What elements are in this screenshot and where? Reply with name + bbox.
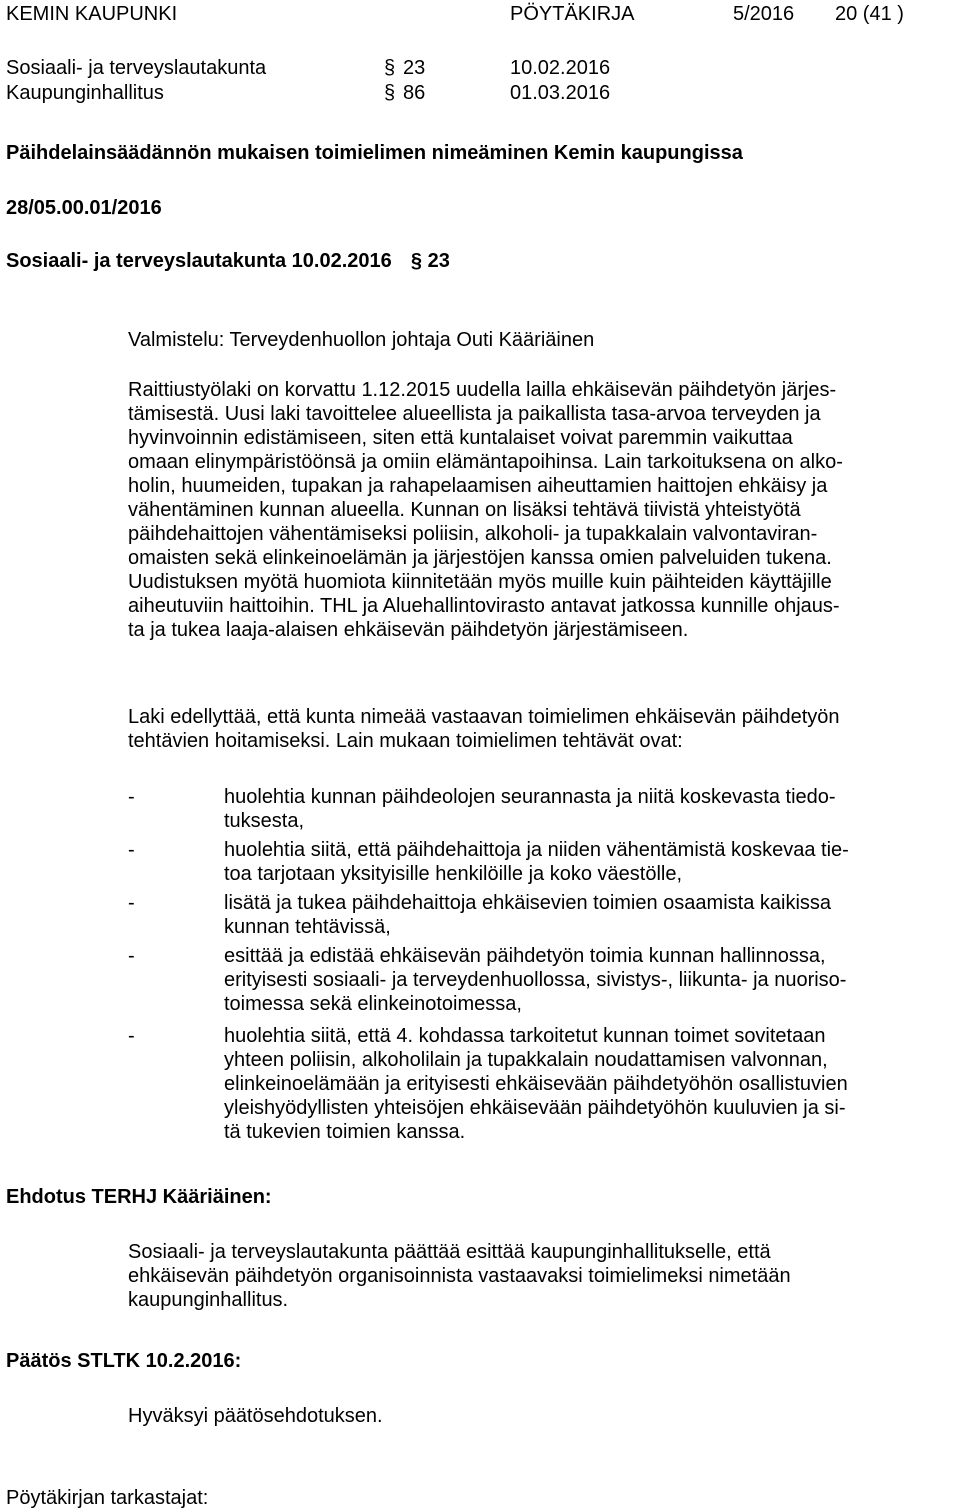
paragraph-line: vähentäminen kunnan alueella. Kunnan on lisäksi tehtävä tiivistä yhteistyötä — [128, 499, 801, 521]
paragraph-line: omaisten sekä elinkeinoelämän ja järjestöjen kanssa omien palveluiden tukena. — [128, 547, 832, 569]
list-item-line: huolehtia siitä, että päihdehaittoja ja niiden vähentämistä koskevaa tie- — [224, 839, 849, 861]
paragraph-background — [128, 378, 954, 642]
list-item-line: huolehtia kunnan päihdeolojen seurannasta ja niitä koskevasta tiedo- — [224, 786, 836, 808]
stltk-section-number: 23 — [427, 250, 450, 272]
paragraph-line: tehtävien hoitamiseksi. Lain mukaan toimielimen tehtävät ovat: — [128, 730, 683, 752]
list-item-line: tä tukevien toimien kanssa. — [224, 1121, 466, 1143]
section-number-2: 86 — [403, 82, 426, 104]
list-bullet: - — [128, 786, 135, 808]
list-bullet: - — [128, 945, 135, 967]
paragraph-line: Uudistuksen myötä huomiota kiinnitetään myös muille kuin päihteiden käyttäjille — [128, 571, 832, 593]
paragraph-line: tämisestä. Uusi laki tavoittelee alueellista ja paikallista tasa-arvoa terveyden ja — [128, 403, 821, 425]
paragraph-line: kaupunginhallitus. — [128, 1289, 289, 1311]
proposal-heading: Ehdotus TERHJ Kääriäinen: — [6, 1186, 272, 1208]
paragraph-line: ta ja tukea laaja-alaisen ehkäisevän päihdetyön järjestämiseen. — [128, 619, 689, 641]
list-bullet: - — [128, 892, 135, 914]
decision-text: Hyväksyi päätösehdotuksen. — [128, 1405, 383, 1427]
list-item-line: yhteen poliisin, alkoholilain ja tupakkalain noudattamisen valvonnan, — [224, 1049, 828, 1071]
list-item-line: esittää ja edistää ehkäisevän päihdetyön toimia kunnan hallinnossa, — [224, 945, 826, 967]
list-item-line: lisätä ja tukea päihdehaittoja ehkäisevien toimien osaamista kaikissa — [224, 892, 832, 914]
paragraph-line: päihdehaittojen vähentämiseksi poliisin, alkoholi- ja tupakkalain valvontaviran- — [128, 523, 818, 545]
list-item — [224, 944, 952, 1016]
preparation-line: Valmistelu: Terveydenhuollon johtaja Outi Kääriäinen — [128, 329, 595, 351]
list-item — [224, 838, 952, 886]
list-bullet: - — [128, 1025, 135, 1047]
list-item — [224, 1024, 952, 1144]
proposal-text — [128, 1240, 954, 1312]
doc-type: PÖYTÄKIRJA — [510, 3, 635, 25]
paragraph-law-duties — [128, 705, 954, 753]
section-number-1: 23 — [403, 57, 426, 79]
document-title: Päihdelainsäädännön mukaisen toimielimen nimeäminen Kemin kaupungissa — [6, 142, 743, 164]
paragraph-line: Raittiustyölaki on korvattu 1.12.2015 uudella lailla ehkäisevän päihdetyön järjes- — [128, 379, 837, 401]
paragraph-line: ehkäisevän päihdetyön organisoinnista vastaavaksi toimielimeksi nimetään — [128, 1265, 791, 1287]
paragraph-line: holin, huumeiden, tupakan ja rahapelaamisen aiheuttamien haittojen ehkäisy ja — [128, 475, 828, 497]
org-name: KEMIN KAUPUNKI — [6, 3, 178, 25]
meeting-body-1: Sosiaali- ja terveyslautakunta — [6, 57, 267, 79]
list-item-line: kunnan tehtävissä, — [224, 916, 391, 938]
paragraph-line: Laki edellyttää, että kunta nimeää vastaavan toimielimen ehkäisevän päihdetyön — [128, 706, 840, 728]
diary-number: 28/05.00.01/2016 — [6, 197, 162, 219]
reviewers-label: Pöytäkirjan tarkastajat: — [6, 1487, 209, 1509]
stltk-section-mark: § — [410, 250, 423, 272]
meeting-body-2: Kaupunginhallitus — [6, 82, 164, 104]
section-mark-1: § — [384, 57, 396, 79]
paragraph-line: hyvinvoinnin edistämiseen, siten että kuntalaiset voivat paremmin vaikuttaa — [128, 427, 793, 449]
paragraph-line: Sosiaali- ja terveyslautakunta päättää esittää kaupunginhallitukselle, että — [128, 1241, 771, 1263]
list-item-line: toa tarjotaan yksityisille henkilöille ja koko väestölle, — [224, 863, 683, 885]
doc-number: 5/2016 — [733, 3, 795, 25]
list-item-line: erityisesti sosiaali- ja terveydenhuollossa, sivistys-, liikunta- ja nuoriso- — [224, 969, 847, 991]
meeting-date-2: 01.03.2016 — [510, 82, 611, 104]
list-item — [224, 891, 952, 939]
list-item-line: elinkeinoelämään ja erityisesti ehkäisevään päihdetyöhön osallistuvien — [224, 1073, 848, 1095]
list-item-line: toimessa sekä elinkeinotoimessa, — [224, 993, 522, 1015]
list-item-line: yleishyödyllisten yhteisöjen ehkäisevään päihdetyöhön kuuluvien ja si- — [224, 1097, 846, 1119]
meeting-date-1: 10.02.2016 — [510, 57, 611, 79]
page-number: 20 (41 ) — [835, 3, 904, 25]
stltk-heading — [6, 249, 450, 273]
list-bullet: - — [128, 839, 135, 861]
paragraph-line: omaan elinympäristöönsä ja omiin elämäntapoihinsa. Lain tarkoituksena on alko- — [128, 451, 843, 473]
list-item — [224, 785, 952, 833]
stltk-heading-text: Sosiaali- ja terveyslautakunta 10.02.2016 — [6, 250, 392, 272]
paragraph-line: aiheutuviin haittoihin. THL ja Aluehallintovirasto antavat jatkossa kunnille ohjaus- — [128, 595, 840, 617]
list-item-line: huolehtia siitä, että 4. kohdassa tarkoitetut kunnan toimet sovitetaan — [224, 1025, 826, 1047]
decision-heading: Päätös STLTK 10.2.2016: — [6, 1350, 242, 1372]
section-mark-2: § — [384, 82, 396, 104]
list-item-line: tuksesta, — [224, 810, 305, 832]
